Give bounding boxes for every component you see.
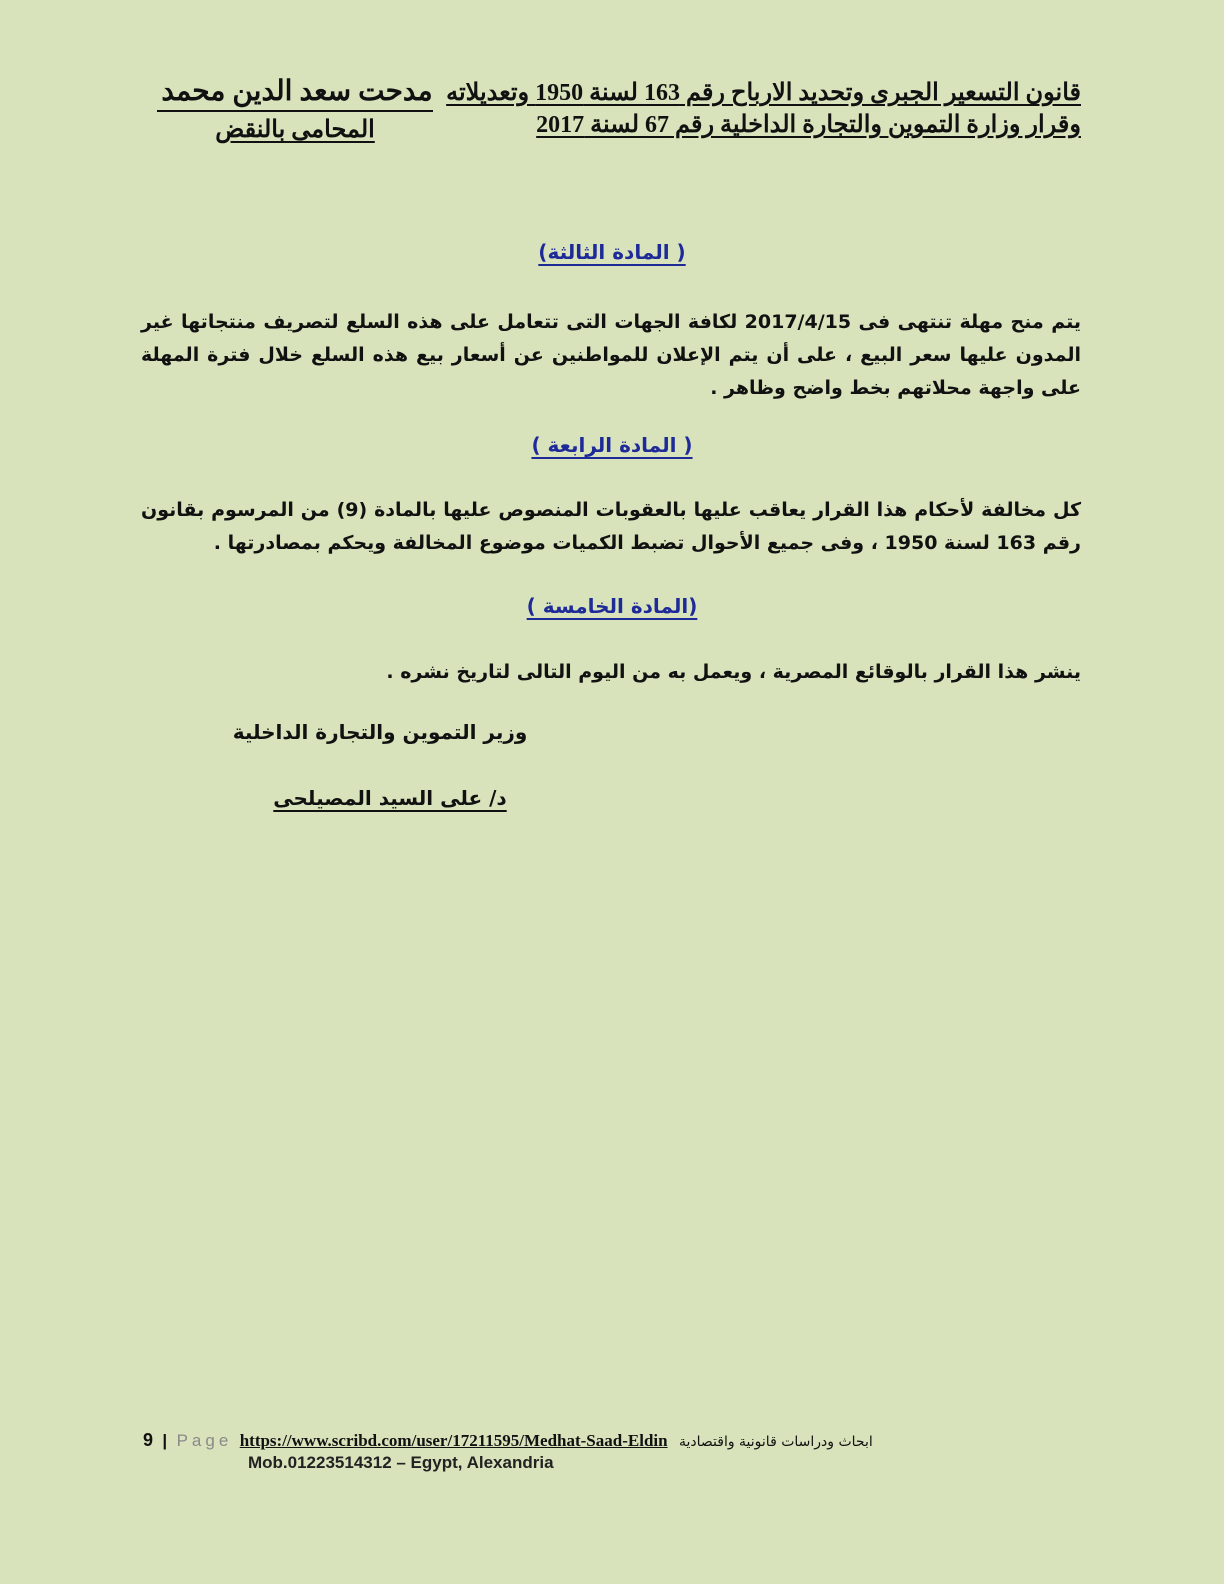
author-title: المحامى بالنقض [215, 117, 375, 143]
footer-arabic-tag: ابحاث ودراسات قانونية واقتصادية [678, 1434, 873, 1450]
article-3-text: يتم منح مهلة تنتهى فى 2017/4/15 لكافة الجهات التى تتعامل على هذه السلع لتصريف منتجاتها غير المدون عليها سعر البيع ، على أن يتم الإعلان للمواطنين عن أسعار بيع هذه السلع خلال فترة المهلة على واجهة محلاتهم بخط واضح وظاهر . [141, 311, 1081, 399]
law-title-block [441, 78, 1081, 142]
law-title-line-2: وقرار وزارة التموين والتجارة الداخلية رقم 67 لسنة 2017 [536, 112, 1081, 138]
page-label: Page [176, 1431, 233, 1450]
article-5-heading: (المادة الخامسة ) [526, 594, 698, 618]
footer-contact: Mob.01223514312 – Egypt, Alexandria [248, 1453, 554, 1472]
minister-name: د/ على السيد المصيلحى [273, 786, 507, 810]
minister-title: وزير التموين والتجارة الداخلية [232, 720, 528, 744]
article-4-text: كل مخالفة لأحكام هذا القرار يعاقب عليها بالعقوبات المنصوص عليها بالمادة (9) من المرسوم بقانون رقم 163 لسنة 1950 ، وفى جميع الأحوال تضبط الكميات موضوع المخالفة ويحكم بمصادرتها . [141, 499, 1081, 554]
footer-separator: | [162, 1431, 168, 1450]
footer-url-link[interactable]: https://www.scribd.com/user/17211595/Medhat-Saad-Eldin [239, 1431, 668, 1450]
author-name: مدحت سعد الدين محمد [157, 74, 432, 112]
author-block [150, 74, 440, 146]
article-5-text: ينشر هذا القرار بالوقائع المصرية ، ويعمل به من اليوم التالى لتاريخ نشره . [386, 661, 1081, 683]
article-3-heading: ( المادة الثالثة) [538, 240, 686, 264]
law-title-line-1: قانون التسعير الجبرى وتحديد الارباح رقم 163 لسنة 1950 وتعديلاته [446, 80, 1081, 106]
article-4-heading: ( المادة الرابعة ) [531, 433, 693, 457]
footer-line [143, 1428, 1043, 1454]
page-number: 9 [143, 1430, 154, 1450]
